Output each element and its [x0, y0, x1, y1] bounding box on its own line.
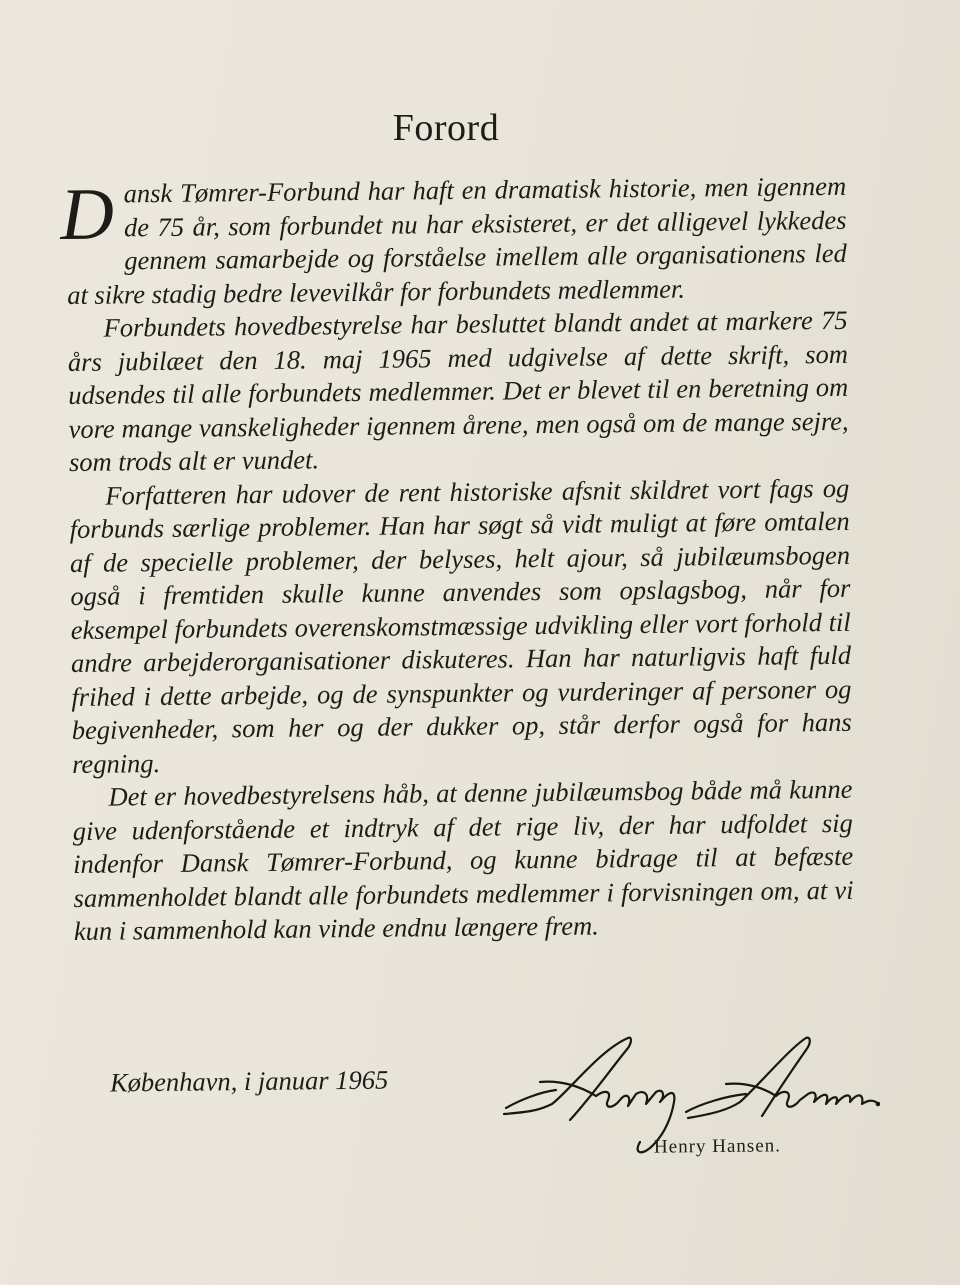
page-title: Forord [392, 107, 500, 149]
paragraph-1-text: ansk Tømrer-Forbund har haft en dramatisk historie, men igennem de 75 år, som forbundet nu har eksisteret, er det alligevel lykkedes gennem samarbejde og forståelse imellem alle organisationens led at sikre stadig bedre levevilkår for forbundets medlemmer. [67, 170, 847, 310]
drop-cap: D [59, 173, 115, 257]
paragraph-1 [59, 170, 847, 312]
paragraph-3: Forfatteren har udover de rent historiske afsnit skildret vort fags og forbunds særlige problemer. Han har søgt så vidt muligt at føre omtalen af de specielle problemer, der belyses, helt ajour, så jubilæumsbogen også i fremtiden skulle kunne anvendes som opslagsbog, når for eksempel forbundets overenskomstmæssige udvikling eller vort forhold til andre arbejderorganisationer diskuteres. Han har naturligvis haft fuld frihed i dette arbejde, og de synspunkter og vurderinger af personer og begivenheder, som her og der dukker op, står derfor også for hans regning. [69, 472, 852, 779]
paragraph-4: Det er hovedbestyrelsens håb, at denne jubilæumsbog både må kunne give udenforstående et indtryk af det rige liv, der har udfoldet sig indenfor Dansk Tømrer-Forbund, og kunne bidrage til at befæste sammenholdet blandt alle forbundets medlemmer i forvisningen om, at vi kun i sammenhold kan vinde endnu længere frem. [72, 773, 854, 946]
signer-name: Henry Hansen. [653, 1135, 782, 1158]
foreword-body [59, 170, 854, 949]
place-date: København, i januar 1965 [109, 1064, 389, 1098]
paragraph-2: Forbundets hovedbestyrelse har besluttet blandt andet at markere 75 års jubilæet den 18. maj 1965 med udgivelse af dette skrift, som udsendes til alle forbundets medlemmer. Det er blevet til en beretning om vore mange vanskeligheder igennem årene, men også om de mange sejre, som trods alt er vundet. [67, 304, 849, 477]
